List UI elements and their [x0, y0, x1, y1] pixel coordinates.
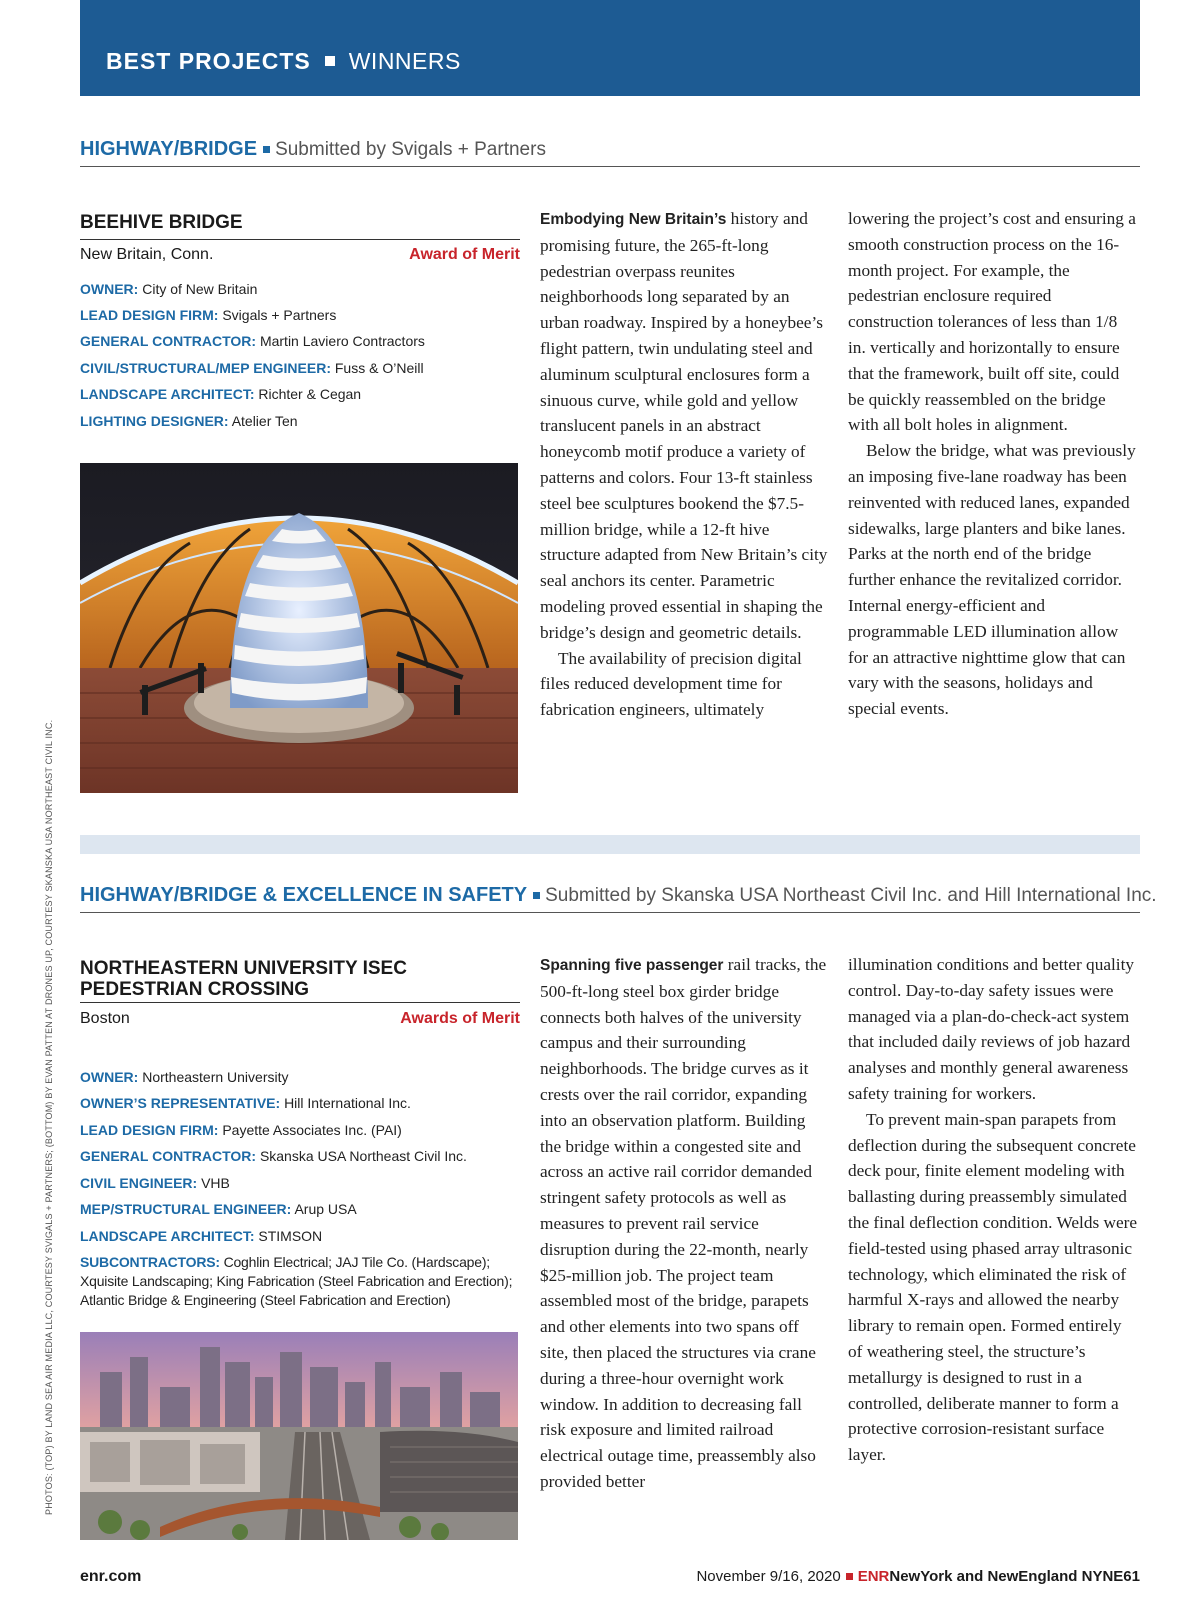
- square-bullet-icon: [325, 56, 335, 66]
- paragraph: illumination conditions and better quality control. Day-to-day safety issues were managed via a plan-do-check-act system that included daily reviews of job hazard analyses and monthly general awareness safety training for workers.: [848, 955, 1135, 1103]
- banner-subsection: WINNERS: [348, 48, 461, 74]
- beehive-bridge-photo: [80, 463, 518, 793]
- project1-submitted: Submitted by Svigals + Partners: [275, 139, 546, 160]
- credit-value: VHB: [201, 1175, 230, 1191]
- credit-line: [80, 1227, 520, 1246]
- section-banner: [80, 0, 1140, 96]
- paragraph: Below the bridge, what was previously an imposing five-lane roadway has been reinvented with reduced lanes, expanded sidewalks, large planters and bike lanes. Parks at the north end of the bridge further enhance the revitalized corridor. Internal energy-efficient and programmable LED illumination allow for an attractive nighttime glow that can vary with the seasons, holidays and special events.: [848, 441, 1136, 719]
- footer-brand: ENR: [857, 1568, 890, 1585]
- lead-in: Embodying New Britain’s: [540, 211, 727, 228]
- project2-title: NORTHEASTERN UNIVERSITY ISEC PEDESTRIAN CROSSING: [80, 958, 407, 1000]
- credit-line: [80, 1147, 520, 1166]
- credit-line: [80, 332, 520, 351]
- credit-value: Skanska USA Northeast Civil Inc.: [259, 1148, 467, 1164]
- title-rule: [80, 239, 520, 240]
- project1-location-row: [80, 246, 520, 264]
- credit-label: GENERAL CONTRACTOR:: [80, 1148, 257, 1164]
- title-rule: [80, 1002, 520, 1003]
- credit-line: [80, 1121, 520, 1140]
- credit-line: [80, 1200, 520, 1219]
- project2-column-2: [848, 952, 1138, 1468]
- project1-title: BEEHIVE BRIDGE: [80, 212, 243, 233]
- credit-line: [80, 412, 520, 431]
- project1-column-1: [540, 206, 830, 723]
- project2-location-row: [80, 1010, 520, 1028]
- square-bullet-icon: [263, 146, 270, 153]
- footer-site: enr.com: [80, 1568, 142, 1585]
- banner-section: BEST PROJECTS: [106, 48, 311, 74]
- credit-value: Fuss & O’Neill: [334, 360, 424, 376]
- project2-award: Awards of Merit: [400, 1010, 520, 1027]
- project1-location: New Britain, Conn.: [80, 246, 214, 263]
- credit-value: Martin Laviero Contractors: [259, 333, 425, 349]
- photo-credit: PHOTOS: (TOP) BY LAND SEA AIR MEDIA LLC, COURTESY SVIGALS + PARTNERS; (BOTTOM) BY EVAN PATTEN AT DRONES UP, COURTESY SKANSKA USA NORTHEAST CIVIL INC.: [44, 719, 54, 1515]
- project2-submitted: Submitted by Skanska USA Northeast Civil Inc. and Hill International Inc.: [545, 885, 1157, 906]
- project1-section-head: [80, 138, 1140, 167]
- credit-label: LIGHTING DESIGNER:: [80, 413, 229, 429]
- project2-section-head: [80, 884, 1157, 913]
- credit-line: [80, 1174, 520, 1193]
- credit-label: CIVIL/STRUCTURAL/MEP ENGINEER:: [80, 360, 331, 376]
- credit-label: LEAD DESIGN FIRM:: [80, 307, 219, 323]
- section-divider: [80, 835, 1140, 854]
- credit-line: [80, 359, 520, 378]
- credit-line: [80, 385, 520, 404]
- credit-label: SUBCONTRACTORS:: [80, 1254, 220, 1270]
- square-bullet-icon: [533, 892, 540, 899]
- credit-value: Svigals + Partners: [222, 307, 337, 323]
- credit-value: Arup USA: [294, 1201, 357, 1217]
- footer-folio: [696, 1568, 1140, 1585]
- credit-line: [80, 1068, 520, 1087]
- credit-line: [80, 306, 520, 325]
- footer-edition: NewYork and NewEngland NYNE61: [889, 1568, 1140, 1585]
- square-bullet-icon: [846, 1573, 853, 1580]
- credit-value: Richter & Cegan: [258, 386, 362, 402]
- project2-location: Boston: [80, 1010, 130, 1027]
- credit-value: STIMSON: [258, 1228, 323, 1244]
- project2-column-1: [540, 952, 830, 1495]
- credit-label: LEAD DESIGN FIRM:: [80, 1122, 219, 1138]
- credit-line: [80, 1094, 520, 1113]
- project1-column-2: [848, 206, 1138, 722]
- credit-label: MEP/STRUCTURAL ENGINEER:: [80, 1201, 292, 1217]
- project1-award: Award of Merit: [409, 246, 520, 263]
- credit-label: OWNER:: [80, 1069, 139, 1085]
- credit-label: LANDSCAPE ARCHITECT:: [80, 386, 255, 402]
- credit-label: CIVIL ENGINEER:: [80, 1175, 198, 1191]
- paragraph-text: history and promising future, the 265-ft-long pedestrian overpass reunites neighborhoods long separated by an urban roadway. Inspired by a honeybee’s flight pattern, twin undulating steel and aluminum sculptural enclosures form a sinuous curve, while gold and yellow translucent panels in an abstract honeycomb motif produce a variety of patterns and colors. Four 13-ft stainless steel bee sculptures bookend the $7.5-million bridge, while a 12-ft hive structure adapted from New Britain’s city seal anchors its center. Parametric modeling proved essential in shaping the bridge’s design and geometric details.: [540, 209, 828, 642]
- credit-value: Coghlin Electrical; JAJ Tile Co. (Hardscape); Xquisite Landscaping; King Fabrication (Steel Fabrication and Erection); Atlantic Bridge & Engineering (Steel Fabrication and Erection): [80, 1254, 513, 1308]
- paragraph: [540, 952, 830, 1495]
- credit-label: GENERAL CONTRACTOR:: [80, 333, 257, 349]
- credit-line: [80, 1253, 520, 1310]
- footer-date: November 9/16, 2020: [696, 1568, 841, 1585]
- project2-category: HIGHWAY/BRIDGE & EXCELLENCE IN SAFETY: [80, 884, 528, 906]
- credit-label: OWNER’S REPRESENTATIVE:: [80, 1095, 281, 1111]
- banner-title: [106, 48, 461, 75]
- credit-value: Atelier Ten: [231, 413, 298, 429]
- credit-value: Northeastern University: [142, 1069, 289, 1085]
- paragraph-text: rail tracks, the 500-ft-long steel box girder bridge connects both halves of the university campus and their surrounding neighborhoods. The bridge curves as it crests over the rail corridor, expanding into an observation platform. Building the bridge within a congested site and across an active rail corridor demanded stringent safety protocols as well as measures to prevent rail service disruption during the 22-month, nearly $25-million job. The project team assembled most of the bridge, parapets and other elements into two spans off site, then placed the structures via crane during a three-hour overnight work window. In addition to decreasing fall risk exposure and limited railroad electrical outage time, preassembly also provided better: [540, 955, 827, 1491]
- paragraph: To prevent main-span parapets from deflection during the subsequent concrete deck pour, finite element modeling with ballasting during preassembly simulated the final deflection condition. Welds were field-tested using phased array ultrasonic technology, which eliminated the risk of harmful X-rays and allowed the nearby library to remain open. Formed entirely of weathering steel, the structure’s metallurgy is designed to rust in a controlled, deliberate manner to form a protective corrosion-resistant surface layer.: [848, 1109, 1138, 1465]
- lead-in: Spanning five passenger: [540, 957, 724, 974]
- credit-line: [80, 280, 520, 299]
- credit-value: Payette Associates Inc. (PAI): [222, 1122, 402, 1138]
- paragraph: The availability of precision digital files reduced development time for fabrication engineers, ultimately: [540, 648, 802, 720]
- credit-value: City of New Britain: [142, 281, 258, 297]
- credit-label: OWNER:: [80, 281, 139, 297]
- credit-value: Hill International Inc.: [284, 1095, 411, 1111]
- isec-crossing-photo: [80, 1332, 518, 1540]
- project1-category: HIGHWAY/BRIDGE: [80, 138, 258, 160]
- paragraph: lowering the project’s cost and ensuring a smooth construction process on the 16-month project. For example, the pedestrian enclosure required construction tolerances of less than 1/8 in. vertically and horizontally to ensure that the framework, built off site, could be quickly reassembled on the bridge with all bolt holes in alignment.: [848, 209, 1136, 435]
- credit-label: LANDSCAPE ARCHITECT:: [80, 1228, 255, 1244]
- paragraph: [540, 206, 830, 646]
